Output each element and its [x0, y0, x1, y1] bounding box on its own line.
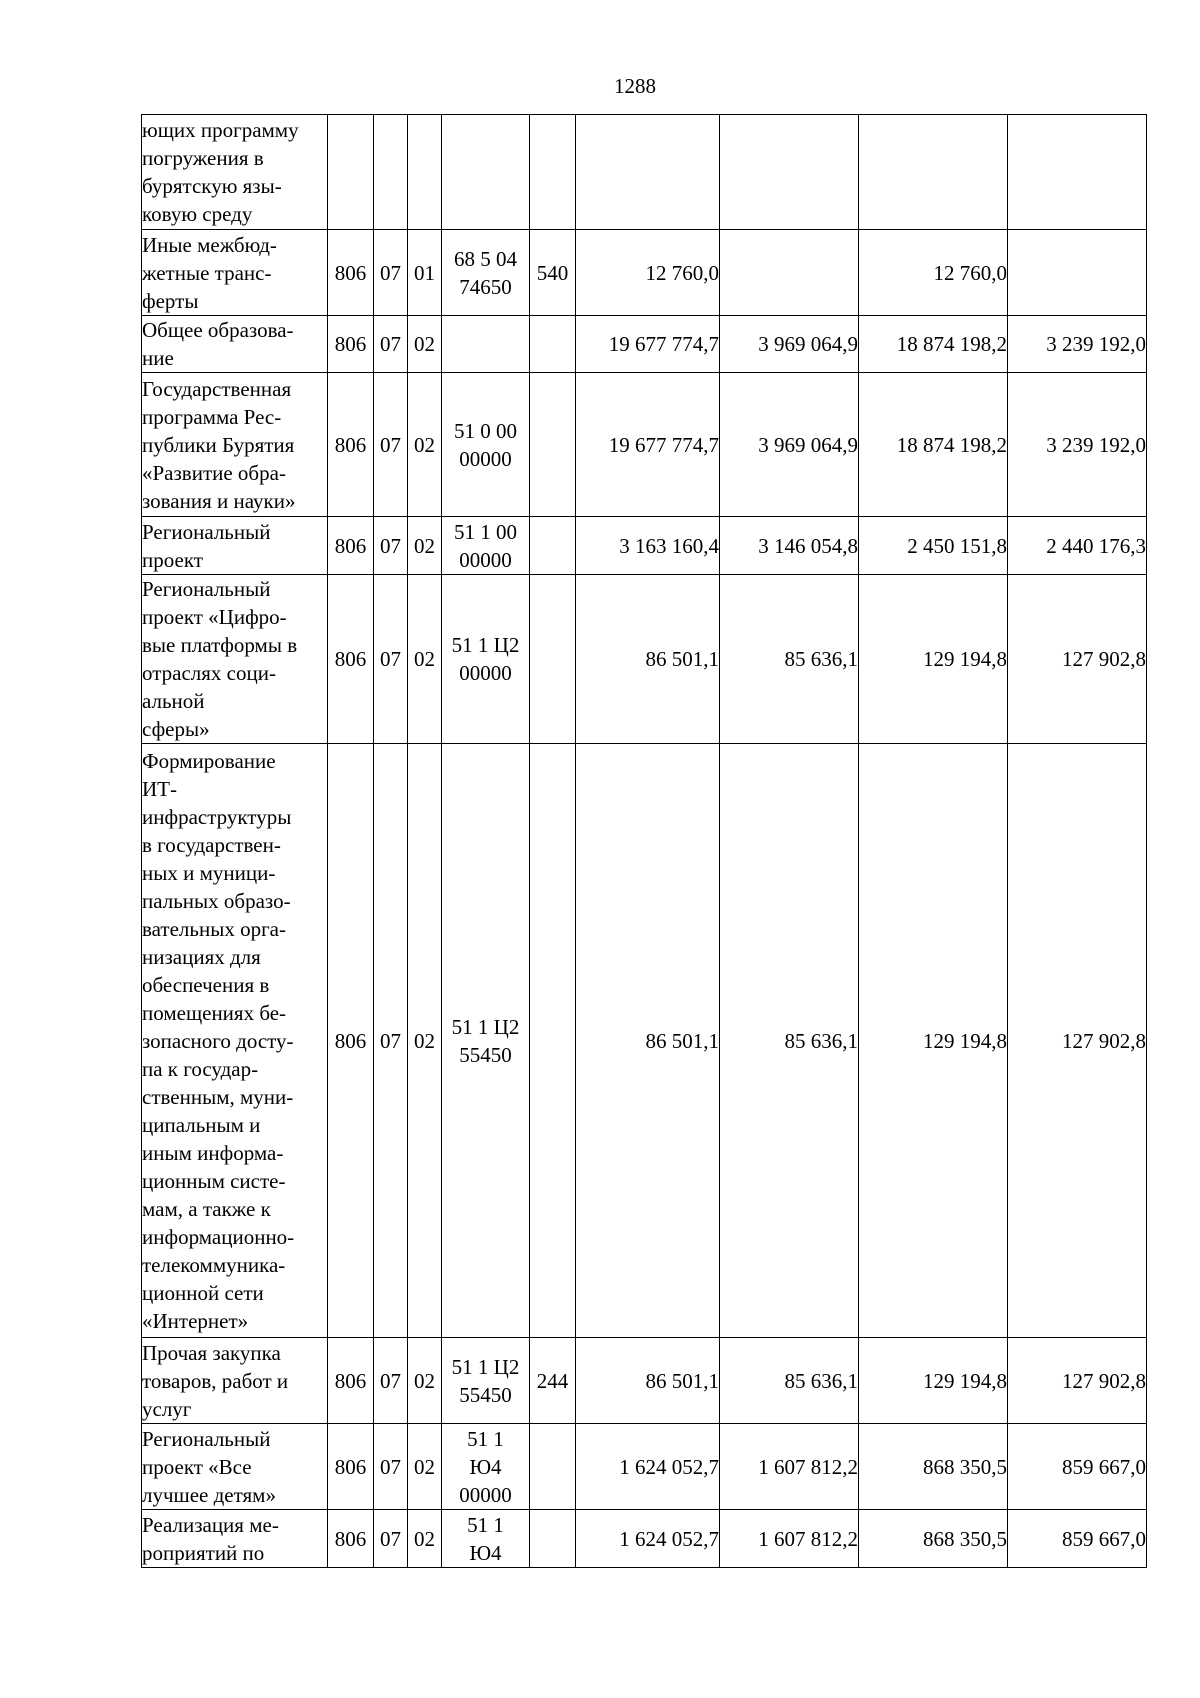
table-row [142, 1338, 1147, 1424]
amount-cell-3-text: 868 350,5 [923, 1454, 1007, 1479]
amount-cell-2 [720, 575, 859, 744]
section-code-cell [374, 373, 408, 517]
target-article-cell [442, 373, 530, 517]
amount-cell-2 [720, 373, 859, 517]
table-row [142, 316, 1147, 373]
ministry-code-cell [328, 115, 374, 230]
amount-cell-4-text: 2 440 176,3 [1046, 533, 1146, 558]
page-number: 1288 [614, 74, 656, 98]
ministry-code-cell-text: 806 [334, 1454, 367, 1479]
amount-cell-3-text: 129 194,8 [923, 1028, 1007, 1053]
table-row [142, 1510, 1147, 1568]
amount-cell-3 [859, 373, 1008, 517]
budget-table [141, 114, 1147, 1568]
row-name-cell [142, 575, 328, 744]
ministry-code-cell [328, 1338, 374, 1424]
target-article-cell-text: 51 1 Ю4 [467, 1512, 504, 1565]
target-article-cell [442, 230, 530, 316]
row-name-cell [142, 316, 328, 373]
amount-cell-1 [576, 230, 720, 316]
section-code-cell [374, 1424, 408, 1510]
section-code-cell-text: 07 [380, 1454, 401, 1479]
section-code-cell-text: 07 [380, 1526, 401, 1551]
subsection-code-cell [408, 1338, 442, 1424]
amount-cell-4-text: 3 239 192,0 [1046, 332, 1146, 356]
amount-cell-3-text: 129 194,8 [923, 647, 1007, 671]
amount-cell-4 [1008, 517, 1147, 575]
section-code-cell-text: 07 [380, 1368, 401, 1393]
subsection-code-cell [408, 115, 442, 230]
target-article-cell [442, 1424, 530, 1510]
section-code-cell-text: 07 [380, 260, 401, 285]
target-article-cell-text: 51 1 Ц2 00000 [451, 633, 520, 685]
amount-cell-2 [720, 230, 859, 316]
amount-cell-2 [720, 316, 859, 373]
section-code-cell-text: 07 [380, 332, 401, 356]
expense-type-cell [530, 115, 576, 230]
amount-cell-4 [1008, 1338, 1147, 1424]
amount-cell-1 [576, 575, 720, 744]
expense-type-cell [530, 230, 576, 316]
expense-type-cell [530, 517, 576, 575]
row-name-cell-text: Иные межбюд- жетные транс- ферты [142, 232, 277, 313]
section-code-cell [374, 575, 408, 744]
amount-cell-3 [859, 1510, 1008, 1568]
ministry-code-cell-text: 806 [334, 1028, 367, 1053]
ministry-code-cell-text: 806 [334, 432, 367, 457]
section-code-cell [374, 744, 408, 1338]
expense-type-cell [530, 1424, 576, 1510]
amount-cell-2-text: 85 636,1 [784, 647, 858, 671]
amount-cell-2-text: 3 969 064,9 [758, 332, 858, 356]
row-name-cell-text: ющих программу погружения в бурятскую язы- ковую среду [142, 118, 299, 226]
section-code-cell-text: 07 [380, 533, 401, 558]
subsection-code-cell-text: 02 [414, 432, 435, 457]
table-row [142, 1424, 1147, 1510]
amount-cell-1 [576, 316, 720, 373]
target-article-cell-text: 68 5 04 74650 [454, 246, 517, 299]
row-name-cell-text: Региональный проект «Цифро- вые платформы в отраслях соци- альной сферы» [142, 577, 298, 741]
amount-cell-1 [576, 1510, 720, 1568]
amount-cell-1-text: 12 760,0 [645, 260, 719, 285]
section-code-cell [374, 115, 408, 230]
amount-cell-3 [859, 575, 1008, 744]
amount-cell-1 [576, 517, 720, 575]
amount-cell-4-text: 859 667,0 [1062, 1526, 1146, 1551]
amount-cell-2-text: 85 636,1 [784, 1028, 858, 1053]
target-article-cell-text: 51 1 Ю4 00000 [459, 1426, 512, 1507]
subsection-code-cell-text: 02 [414, 332, 435, 356]
table-row [142, 517, 1147, 575]
section-code-cell [374, 1338, 408, 1424]
section-code-cell [374, 1510, 408, 1568]
amount-cell-4-text: 859 667,0 [1062, 1454, 1146, 1479]
table-row [142, 744, 1147, 1338]
row-name-cell [142, 1510, 328, 1568]
section-code-cell [374, 517, 408, 575]
ministry-code-cell [328, 373, 374, 517]
amount-cell-4 [1008, 115, 1147, 230]
subsection-code-cell-text: 02 [414, 1526, 435, 1551]
ministry-code-cell-text: 806 [334, 260, 367, 285]
expense-type-cell [530, 373, 576, 517]
amount-cell-2 [720, 1424, 859, 1510]
table-row [142, 575, 1147, 744]
section-code-cell [374, 316, 408, 373]
amount-cell-4 [1008, 373, 1147, 517]
subsection-code-cell-text: 02 [414, 1368, 435, 1393]
subsection-code-cell [408, 1424, 442, 1510]
target-article-cell-text: 51 1 Ц2 55450 [451, 1014, 520, 1067]
ministry-code-cell [328, 1510, 374, 1568]
amount-cell-4 [1008, 1510, 1147, 1568]
subsection-code-cell [408, 230, 442, 316]
section-code-cell-text: 07 [380, 1028, 401, 1053]
amount-cell-3 [859, 115, 1008, 230]
amount-cell-3-text: 12 760,0 [933, 260, 1007, 285]
ministry-code-cell [328, 316, 374, 373]
expense-type-cell [530, 1338, 576, 1424]
amount-cell-3-text: 18 874 198,2 [896, 432, 1007, 457]
target-article-cell [442, 1510, 530, 1568]
amount-cell-2-text: 3 969 064,9 [758, 432, 858, 457]
row-name-cell-text: Реализация ме- роприятий по [142, 1512, 279, 1565]
amount-cell-3 [859, 744, 1008, 1338]
expense-type-cell-text: 244 [536, 1368, 569, 1393]
target-article-cell [442, 115, 530, 230]
amount-cell-4 [1008, 744, 1147, 1338]
amount-cell-1-text: 19 677 774,7 [608, 332, 719, 356]
amount-cell-1 [576, 1424, 720, 1510]
ministry-code-cell [328, 744, 374, 1338]
subsection-code-cell [408, 1510, 442, 1568]
target-article-cell [442, 517, 530, 575]
amount-cell-2 [720, 1510, 859, 1568]
amount-cell-2-text: 85 636,1 [784, 1368, 858, 1393]
amount-cell-3 [859, 1338, 1008, 1424]
amount-cell-3-text: 129 194,8 [923, 1368, 1007, 1393]
amount-cell-1 [576, 373, 720, 517]
table-row [142, 373, 1147, 517]
amount-cell-4-text: 127 902,8 [1062, 1028, 1146, 1053]
amount-cell-1-text: 3 163 160,4 [619, 533, 719, 558]
amount-cell-2-text: 3 146 054,8 [758, 533, 858, 558]
amount-cell-3 [859, 1424, 1008, 1510]
amount-cell-3-text: 868 350,5 [923, 1526, 1007, 1551]
subsection-code-cell-text: 02 [414, 1028, 435, 1053]
amount-cell-2 [720, 517, 859, 575]
row-name-cell-text: Прочая закупка товаров, работ и услуг [142, 1340, 289, 1421]
subsection-code-cell [408, 575, 442, 744]
expense-type-cell-text: 540 [536, 260, 569, 285]
target-article-cell-text: 51 1 00 00000 [454, 519, 517, 572]
ministry-code-cell [328, 575, 374, 744]
row-name-cell [142, 230, 328, 316]
amount-cell-2 [720, 1338, 859, 1424]
amount-cell-4-text: 127 902,8 [1062, 1368, 1146, 1393]
amount-cell-4 [1008, 230, 1147, 316]
amount-cell-2-text: 1 607 812,2 [758, 1454, 858, 1479]
amount-cell-3-text: 2 450 151,8 [907, 533, 1007, 558]
amount-cell-2-text: 1 607 812,2 [758, 1526, 858, 1551]
subsection-code-cell-text: 02 [414, 533, 435, 558]
row-name-cell [142, 1424, 328, 1510]
amount-cell-1 [576, 115, 720, 230]
expense-type-cell [530, 575, 576, 744]
row-name-cell [142, 1338, 328, 1424]
row-name-cell-text: Государственная программа Рес- публики Бурятия «Развитие обра- зования и науки» [142, 376, 296, 513]
subsection-code-cell [408, 517, 442, 575]
table-row [142, 115, 1147, 230]
target-article-cell [442, 575, 530, 744]
amount-cell-1-text: 86 501,1 [645, 1028, 719, 1053]
row-name-cell [142, 517, 328, 575]
amount-cell-3-text: 18 874 198,2 [896, 332, 1007, 356]
subsection-code-cell-text: 01 [414, 260, 435, 285]
section-code-cell-text: 07 [380, 647, 401, 671]
expense-type-cell [530, 1510, 576, 1568]
amount-cell-1-text: 1 624 052,7 [619, 1454, 719, 1479]
subsection-code-cell-text: 02 [414, 647, 435, 671]
amount-cell-3 [859, 230, 1008, 316]
subsection-code-cell-text: 02 [414, 1454, 435, 1479]
ministry-code-cell [328, 517, 374, 575]
row-name-cell-text: Общее образова- ние [142, 318, 294, 370]
amount-cell-4 [1008, 1424, 1147, 1510]
subsection-code-cell [408, 373, 442, 517]
ministry-code-cell-text: 806 [334, 533, 367, 558]
ministry-code-cell-text: 806 [334, 1368, 367, 1393]
row-name-cell [142, 373, 328, 517]
ministry-code-cell-text: 806 [334, 1526, 367, 1551]
row-name-cell [142, 744, 328, 1338]
ministry-code-cell [328, 230, 374, 316]
target-article-cell-text: 51 0 00 00000 [454, 418, 517, 471]
target-article-cell [442, 1338, 530, 1424]
amount-cell-4-text: 127 902,8 [1062, 647, 1146, 671]
ministry-code-cell-text: 806 [334, 647, 367, 671]
amount-cell-1-text: 1 624 052,7 [619, 1526, 719, 1551]
ministry-code-cell-text: 806 [334, 332, 367, 356]
amount-cell-3 [859, 316, 1008, 373]
target-article-cell [442, 744, 530, 1338]
section-code-cell-text: 07 [380, 432, 401, 457]
amount-cell-4 [1008, 316, 1147, 373]
expense-type-cell [530, 744, 576, 1338]
ministry-code-cell [328, 1424, 374, 1510]
amount-cell-2 [720, 115, 859, 230]
amount-cell-1 [576, 744, 720, 1338]
table-row [142, 230, 1147, 316]
subsection-code-cell [408, 316, 442, 373]
subsection-code-cell [408, 744, 442, 1338]
amount-cell-1-text: 86 501,1 [645, 647, 719, 671]
amount-cell-1-text: 86 501,1 [645, 1368, 719, 1393]
amount-cell-4 [1008, 575, 1147, 744]
amount-cell-1-text: 19 677 774,7 [608, 432, 719, 457]
section-code-cell [374, 230, 408, 316]
amount-cell-2 [720, 744, 859, 1338]
row-name-cell-text: Региональный проект [142, 519, 271, 572]
row-name-cell-text: Формирование ИТ- инфраструктуры в государствен- ных и муници- пальных образо- вательных орга- низациях для обеспечения в помещениях бе- зопасного досту- па к государ- ственным, муни- ципальным и иным информа- ционным систе- мам, а также к информационно- телекоммуника- ционной сети «Интернет» [142, 748, 295, 1333]
row-name-cell-text: Региональный проект «Все лучшее детям» [142, 1426, 276, 1507]
expense-type-cell [530, 316, 576, 373]
amount-cell-3 [859, 517, 1008, 575]
row-name-cell [142, 115, 328, 230]
target-article-cell-text: 51 1 Ц2 55450 [451, 1354, 520, 1407]
amount-cell-1 [576, 1338, 720, 1424]
target-article-cell [442, 316, 530, 373]
amount-cell-4-text: 3 239 192,0 [1046, 432, 1146, 457]
